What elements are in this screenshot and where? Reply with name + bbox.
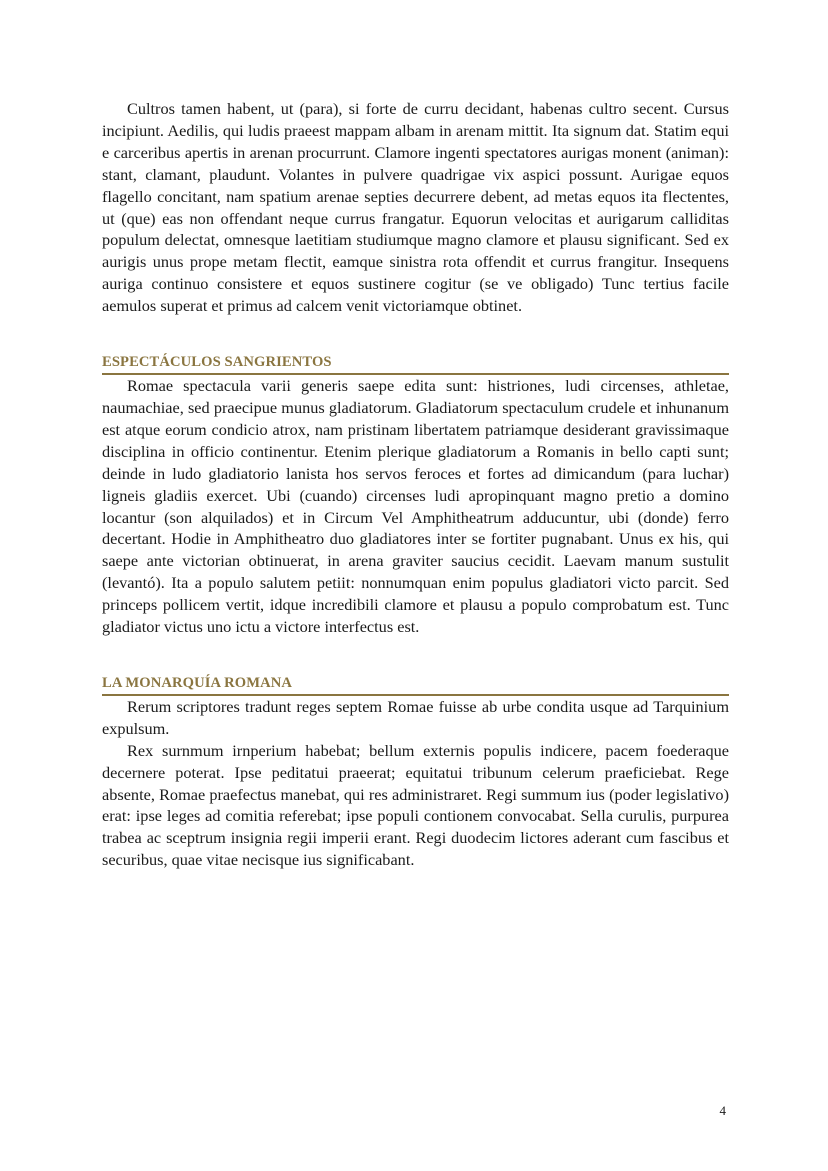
- section-heading: ESPECTÁCULOS SANGRIENTOS: [102, 353, 729, 375]
- section-espectaculos-sangrientos: [102, 353, 729, 638]
- section-paragraph: Romae spectacula varii generis saepe edita sunt: histriones, ludi circenses, athletae, naumachiae, sed praecipue munus gladiatorum. Gladiatorum spectaculum crudele et inhunanum est atque eorum condicio atrox, nam pristinam libertatem patriamque desiderant gravissimaque disciplina in officio continentur. Etenim plerique gladiatorum a Romanis in bello capti sunt; deinde in ludo gladiatorio lanista hos servos feroces et fortes ad dimicandum (para luchar) ligneis gladiis exercet. Ubi (cuando) circenses ludi apropinquant magno pretio a domino locantur (son alquilados) et in Circum Vel Amphitheatrum adducuntur, ubi (donde) ferro decertant. Hodie in Amphitheatro duo gladiatores inter se fortiter pugnabant. Unus ex his, qui saepe ante victorian obtinuerat, in arena graviter saucius cecidit. Laevam manum sustulit (levantó). Ita a populo salutem petiit: nonnumquan enim populus gladiatori victo parcit. Sed princeps pollicem vertit, idque incredibili clamore et plausu a populo comprobatum est. Tunc gladiator victus uno ictu a victore interfectus est.: [102, 376, 729, 637]
- document-page: [102, 98, 729, 871]
- section-paragraph: Rex surnmum irnperium habebat; bellum externis populis indicere, pacem foederaque decernere poterat. Ipse peditatui praeerat; equitatui tribunum celerum praeficiebat. Rege absente, Romae praefectus manebat, qui res administraret. Regi summum ius (poder legislativo) erat: ipse leges ad comitia referebat; ipse populi contionem convocabat. Sella curulis, purpurea trabea ac sceptrum insignia regii imperii erant. Regi duodecim lictores aderant cum fascibus et securibus, quae vitae necisque ius significabant.: [102, 740, 729, 870]
- section-heading: LA MONARQUÍA ROMANA: [102, 674, 729, 696]
- section-paragraph: Rerum scriptores tradunt reges septem Romae fuisse ab urbe condita usque ad Tarquinium expulsum.: [102, 696, 729, 738]
- section-la-monarquia-romana: [102, 674, 729, 871]
- page-number: 4: [719, 1103, 726, 1118]
- intro-paragraph: Cultros tamen habent, ut (para), si forte de curru decidant, habenas cultro secent. Cursus incipiunt. Aedilis, qui ludis praeest mappam albam in arenam mittit. Ita signum dat. Statim equi e carceribus apertis in arenan procurrunt. Clamore ingenti spectatores aurigas monent (animan): stant, clamant, plaudunt. Volantes in pulvere quadrigae vix aspici possunt. Aurigae equos flagello concitant, nam spatium arenae septies decurrere debent, ad metas equos ita flectentes, ut (que) eas non offendant neque currus frangatur. Equorun velocitas et aurigarum calliditas populum delectat, omnesque laetitiam studiumque magno clamore et plausu significant. Sed ex aurigis unus prope metam flectit, eamque sinistra rota offendit et currus frangitur. Insequens auriga continuo consistere et equos sustinere cogitur (se ve obligado) Tunc tertius facile aemulos superat et primus ad calcem venit victoriamque obtinet.: [102, 99, 729, 316]
